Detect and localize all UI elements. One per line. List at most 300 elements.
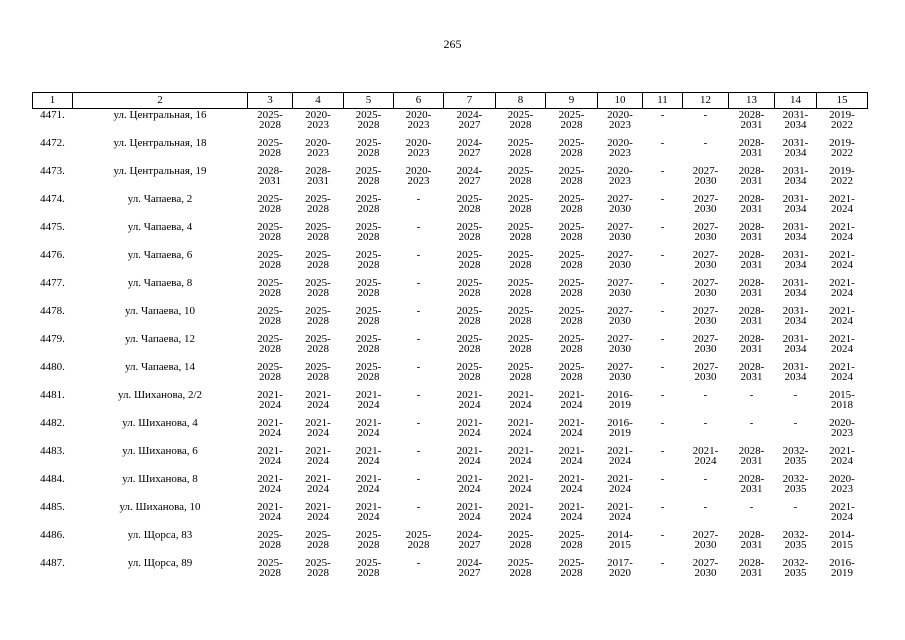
period-value: 2025- 2028 <box>558 165 585 187</box>
period-cell <box>546 501 598 529</box>
period-value: 2021- 2024 <box>507 501 534 523</box>
row-number: 4483. <box>40 445 65 457</box>
period-value: 2028- 2031 <box>738 361 765 383</box>
column-header: 4 <box>293 93 344 109</box>
period-cell <box>444 109 496 138</box>
period-value: - <box>749 417 754 429</box>
period-value: 2021- 2024 <box>257 445 283 467</box>
period-value: - <box>416 333 421 345</box>
period-cell <box>248 417 293 445</box>
row-number-cell <box>33 249 73 277</box>
period-value: 2020- 2023 <box>607 165 633 187</box>
row-number: 4472. <box>40 137 65 149</box>
period-value: - <box>416 249 421 261</box>
period-cell <box>248 221 293 249</box>
address: ул. Шиханова, 2/2 <box>117 389 203 401</box>
period-value: 2032- 2035 <box>782 473 809 495</box>
period-value: 2025- 2028 <box>257 529 283 551</box>
period-value: 2021- 2024 <box>607 501 633 523</box>
period-value: 2019- 2022 <box>829 165 855 187</box>
period-cell <box>729 165 775 193</box>
period-cell <box>293 137 344 165</box>
row-number-cell <box>33 193 73 221</box>
row-number: 4487. <box>40 557 65 569</box>
period-value: 2028- 2031 <box>738 333 765 355</box>
period-value: 2031- 2034 <box>782 221 809 243</box>
period-value: 2025- 2028 <box>507 305 534 327</box>
period-cell <box>248 249 293 277</box>
period-value: 2027- 2030 <box>692 333 719 355</box>
period-cell <box>643 193 683 221</box>
period-cell <box>643 249 683 277</box>
address: ул. Чапаева, 14 <box>125 361 195 373</box>
period-cell <box>546 333 598 361</box>
period-cell <box>344 305 394 333</box>
period-value: - <box>416 473 421 485</box>
period-cell <box>444 389 496 417</box>
period-cell <box>683 501 729 529</box>
period-cell <box>444 305 496 333</box>
period-value: 2027- 2030 <box>607 277 633 299</box>
period-value: 2028- 2031 <box>738 529 765 551</box>
table-row <box>33 557 868 585</box>
period-cell <box>643 557 683 585</box>
period-cell <box>546 417 598 445</box>
period-cell <box>775 501 817 529</box>
period-cell <box>817 501 868 529</box>
period-value: 2025- 2028 <box>456 221 483 243</box>
period-cell <box>444 165 496 193</box>
period-cell <box>496 221 546 249</box>
period-value: 2031- 2034 <box>782 109 809 131</box>
period-value: 2025- 2028 <box>305 361 331 383</box>
period-value: 2025- 2028 <box>507 165 534 187</box>
period-cell <box>817 333 868 361</box>
table-row <box>33 473 868 501</box>
period-value: 2025- 2028 <box>257 221 283 243</box>
address-cell <box>73 165 248 193</box>
period-cell <box>643 109 683 138</box>
period-value: 2025- 2028 <box>507 249 534 271</box>
table-row <box>33 501 868 529</box>
address-cell <box>73 109 248 138</box>
period-value: 2025- 2028 <box>456 333 483 355</box>
period-cell <box>775 473 817 501</box>
period-cell <box>598 165 643 193</box>
period-value: 2021- 2024 <box>456 417 483 439</box>
period-value: 2019- 2022 <box>829 109 855 131</box>
period-value: - <box>660 193 665 205</box>
period-value: 2014- 2015 <box>607 529 633 551</box>
period-cell <box>394 193 444 221</box>
period-cell <box>683 221 729 249</box>
period-cell <box>546 221 598 249</box>
period-cell <box>344 361 394 389</box>
period-cell <box>344 417 394 445</box>
period-cell <box>729 557 775 585</box>
table-row <box>33 165 868 193</box>
period-value: 2025- 2028 <box>558 109 585 131</box>
address: ул. Щорса, 89 <box>127 557 193 569</box>
period-cell <box>643 221 683 249</box>
period-value: 2021- 2024 <box>456 473 483 495</box>
period-cell <box>817 165 868 193</box>
period-value: 2025- 2028 <box>305 277 331 299</box>
period-value: 2027- 2030 <box>692 165 719 187</box>
column-header: 3 <box>248 93 293 109</box>
period-value: 2025- 2028 <box>257 249 283 271</box>
period-cell <box>394 305 444 333</box>
period-value: 2019- 2022 <box>829 137 855 159</box>
address-cell <box>73 361 248 389</box>
period-cell <box>248 389 293 417</box>
table-row <box>33 305 868 333</box>
column-header: 1 <box>33 93 73 109</box>
page-number: 265 <box>443 37 462 51</box>
period-cell <box>496 389 546 417</box>
address: ул. Чапаева, 8 <box>127 277 193 289</box>
column-header: 12 <box>683 93 729 109</box>
period-cell <box>496 557 546 585</box>
period-value: 2021- 2024 <box>355 473 382 495</box>
address: ул. Шиханова, 4 <box>122 417 198 429</box>
row-number: 4476. <box>40 249 65 261</box>
period-cell <box>598 305 643 333</box>
period-cell <box>344 333 394 361</box>
period-value: 2021- 2024 <box>456 445 483 467</box>
period-value: 2020- 2023 <box>829 473 855 495</box>
period-value: - <box>416 501 421 513</box>
period-cell <box>546 361 598 389</box>
period-value: 2020- 2023 <box>607 137 633 159</box>
address-cell <box>73 529 248 557</box>
period-value: - <box>416 305 421 317</box>
address: ул. Центральная, 19 <box>113 165 207 177</box>
period-value: - <box>660 557 665 569</box>
period-cell <box>817 305 868 333</box>
table-row <box>33 529 868 557</box>
period-cell <box>729 277 775 305</box>
period-value: 2021- 2024 <box>355 389 382 411</box>
period-value: - <box>660 361 665 373</box>
table-row <box>33 417 868 445</box>
period-cell <box>817 473 868 501</box>
period-value: 2025- 2028 <box>507 557 534 579</box>
period-value: 2028- 2031 <box>738 557 765 579</box>
period-cell <box>729 389 775 417</box>
period-cell <box>248 361 293 389</box>
period-value: 2021- 2024 <box>305 417 331 439</box>
period-cell <box>293 361 344 389</box>
period-value: - <box>660 165 665 177</box>
period-cell <box>444 277 496 305</box>
period-cell <box>598 501 643 529</box>
period-value: 2027- 2030 <box>692 249 719 271</box>
period-cell <box>683 473 729 501</box>
table-row <box>33 445 868 473</box>
period-cell <box>598 361 643 389</box>
period-cell <box>293 305 344 333</box>
period-cell <box>729 529 775 557</box>
period-cell <box>394 557 444 585</box>
period-cell <box>444 249 496 277</box>
row-number-cell <box>33 473 73 501</box>
period-cell <box>598 445 643 473</box>
period-value: 2021- 2024 <box>558 445 585 467</box>
column-header: 15 <box>817 93 868 109</box>
period-value: - <box>416 389 421 401</box>
period-cell <box>344 221 394 249</box>
row-number: 4478. <box>40 305 65 317</box>
period-value: - <box>749 389 754 401</box>
address: ул. Шиханова, 8 <box>122 473 198 485</box>
period-cell <box>496 417 546 445</box>
period-cell <box>496 165 546 193</box>
period-value: 2025- 2028 <box>355 193 382 215</box>
period-value: 2028- 2031 <box>738 249 765 271</box>
period-cell <box>729 193 775 221</box>
period-value: 2025- 2028 <box>558 137 585 159</box>
period-value: 2027- 2030 <box>607 361 633 383</box>
period-cell <box>496 333 546 361</box>
table-row <box>33 221 868 249</box>
period-value: 2025- 2028 <box>558 277 585 299</box>
period-value: - <box>660 277 665 289</box>
period-value: 2024- 2027 <box>456 165 483 187</box>
period-cell <box>598 333 643 361</box>
period-value: 2020- 2023 <box>829 417 855 439</box>
period-value: 2025- 2028 <box>355 221 382 243</box>
period-value: - <box>703 109 708 121</box>
period-cell <box>496 529 546 557</box>
period-value: 2031- 2034 <box>782 137 809 159</box>
address-cell <box>73 417 248 445</box>
period-value: - <box>416 557 421 569</box>
period-cell <box>729 501 775 529</box>
period-value: 2031- 2034 <box>782 333 809 355</box>
address-cell <box>73 557 248 585</box>
period-value: 2025- 2028 <box>257 193 283 215</box>
period-cell <box>394 333 444 361</box>
period-value: 2028- 2031 <box>738 445 765 467</box>
period-value: 2025- 2028 <box>257 361 283 383</box>
address: ул. Чапаева, 6 <box>127 249 193 261</box>
period-value: 2025- 2028 <box>355 305 382 327</box>
period-value: 2015- 2018 <box>829 389 855 411</box>
address: ул. Чапаева, 2 <box>127 193 193 205</box>
address: ул. Щорса, 83 <box>127 529 193 541</box>
period-cell <box>394 109 444 138</box>
period-cell <box>394 417 444 445</box>
period-value: 2032- 2035 <box>782 529 809 551</box>
period-value: 2021- 2024 <box>558 501 585 523</box>
period-cell <box>817 529 868 557</box>
period-cell <box>817 249 868 277</box>
period-cell <box>729 333 775 361</box>
period-cell <box>344 165 394 193</box>
address-cell <box>73 221 248 249</box>
period-cell <box>248 109 293 138</box>
period-value: 2025- 2028 <box>558 193 585 215</box>
period-value: 2025- 2028 <box>355 529 382 551</box>
period-value: 2021- 2024 <box>829 305 855 327</box>
period-cell <box>394 501 444 529</box>
period-value: 2021- 2024 <box>829 249 855 271</box>
period-value: 2021- 2024 <box>257 389 283 411</box>
table-row <box>33 389 868 417</box>
period-cell <box>546 193 598 221</box>
period-value: - <box>703 137 708 149</box>
period-value: - <box>660 333 665 345</box>
period-cell <box>293 473 344 501</box>
table-row <box>33 333 868 361</box>
period-cell <box>496 473 546 501</box>
address-cell <box>73 277 248 305</box>
period-cell <box>683 109 729 138</box>
period-cell <box>444 417 496 445</box>
period-cell <box>444 501 496 529</box>
period-cell <box>394 445 444 473</box>
period-value: 2025- 2028 <box>507 529 534 551</box>
row-number: 4485. <box>40 501 65 513</box>
period-value: 2028- 2031 <box>738 109 765 131</box>
row-number: 4486. <box>40 529 65 541</box>
row-number-cell <box>33 361 73 389</box>
period-value: 2016- 2019 <box>607 389 633 411</box>
period-value: 2025- 2028 <box>257 557 283 579</box>
period-value: 2021- 2024 <box>257 473 283 495</box>
period-value: - <box>660 389 665 401</box>
period-cell <box>248 473 293 501</box>
period-value: 2027- 2030 <box>692 305 719 327</box>
period-cell <box>775 529 817 557</box>
period-value: 2028- 2031 <box>738 165 765 187</box>
period-cell <box>775 221 817 249</box>
period-value: 2025- 2028 <box>558 221 585 243</box>
period-value: 2021- 2024 <box>257 501 283 523</box>
period-value: 2027- 2030 <box>692 221 719 243</box>
period-value: 2020- 2023 <box>405 137 432 159</box>
period-value: 2021- 2024 <box>607 445 633 467</box>
period-cell <box>683 305 729 333</box>
column-header: 11 <box>643 93 683 109</box>
period-cell <box>817 137 868 165</box>
period-value: - <box>703 473 708 485</box>
period-cell <box>394 473 444 501</box>
header-row <box>33 93 868 109</box>
period-cell <box>394 529 444 557</box>
period-value: 2025- 2028 <box>305 305 331 327</box>
column-header: 9 <box>546 93 598 109</box>
period-cell <box>643 333 683 361</box>
period-cell <box>394 137 444 165</box>
period-value: 2031- 2034 <box>782 193 809 215</box>
row-number-cell <box>33 557 73 585</box>
period-cell <box>546 557 598 585</box>
row-number-cell <box>33 305 73 333</box>
period-cell <box>598 277 643 305</box>
period-value: 2021- 2024 <box>607 473 633 495</box>
period-value: 2020- 2023 <box>305 137 331 159</box>
period-cell <box>683 193 729 221</box>
period-cell <box>293 109 344 138</box>
column-header: 7 <box>444 93 496 109</box>
period-cell <box>775 333 817 361</box>
period-cell <box>496 109 546 138</box>
period-value: 2021- 2024 <box>692 445 719 467</box>
period-value: 2025- 2028 <box>507 277 534 299</box>
period-cell <box>683 529 729 557</box>
period-value: 2025- 2028 <box>355 333 382 355</box>
period-value: 2020- 2023 <box>607 109 633 131</box>
period-value: - <box>660 417 665 429</box>
period-cell <box>729 417 775 445</box>
period-value: 2025- 2028 <box>355 277 382 299</box>
period-cell <box>496 305 546 333</box>
period-cell <box>394 277 444 305</box>
row-number: 4475. <box>40 221 65 233</box>
column-header: 10 <box>598 93 643 109</box>
period-cell <box>817 389 868 417</box>
period-cell <box>598 193 643 221</box>
address-cell <box>73 445 248 473</box>
period-cell <box>598 137 643 165</box>
period-cell <box>546 277 598 305</box>
row-number: 4480. <box>40 361 65 373</box>
period-cell <box>729 305 775 333</box>
period-value: 2021- 2024 <box>305 501 331 523</box>
period-cell <box>394 249 444 277</box>
period-value: 2025- 2028 <box>355 109 382 131</box>
period-value: 2025- 2028 <box>305 249 331 271</box>
address-cell <box>73 249 248 277</box>
address: ул. Чапаева, 12 <box>125 333 195 345</box>
period-value: 2028- 2031 <box>738 137 765 159</box>
period-cell <box>643 473 683 501</box>
address: ул. Чапаева, 4 <box>127 221 193 233</box>
period-cell <box>248 277 293 305</box>
period-value: 2032- 2035 <box>782 445 809 467</box>
period-cell <box>775 109 817 138</box>
period-cell <box>683 277 729 305</box>
period-value: 2025- 2028 <box>456 277 483 299</box>
period-cell <box>598 109 643 138</box>
period-value: - <box>660 249 665 261</box>
period-value: 2027- 2030 <box>692 193 719 215</box>
column-header: 2 <box>73 93 248 109</box>
period-value: - <box>660 305 665 317</box>
column-header: 5 <box>344 93 394 109</box>
row-number-cell <box>33 165 73 193</box>
period-cell <box>729 473 775 501</box>
period-cell <box>344 109 394 138</box>
period-cell <box>598 417 643 445</box>
period-cell <box>598 389 643 417</box>
period-value: 2027- 2030 <box>692 529 719 551</box>
period-value: 2021- 2024 <box>507 389 534 411</box>
period-value: 2021- 2024 <box>305 473 331 495</box>
period-cell <box>293 277 344 305</box>
address-cell <box>73 473 248 501</box>
row-number-cell <box>33 417 73 445</box>
row-number-cell <box>33 221 73 249</box>
period-value: 2025- 2028 <box>558 305 585 327</box>
address-cell <box>73 333 248 361</box>
period-cell <box>729 249 775 277</box>
column-header: 8 <box>496 93 546 109</box>
period-value: 2028- 2031 <box>257 165 283 187</box>
column-header: 14 <box>775 93 817 109</box>
